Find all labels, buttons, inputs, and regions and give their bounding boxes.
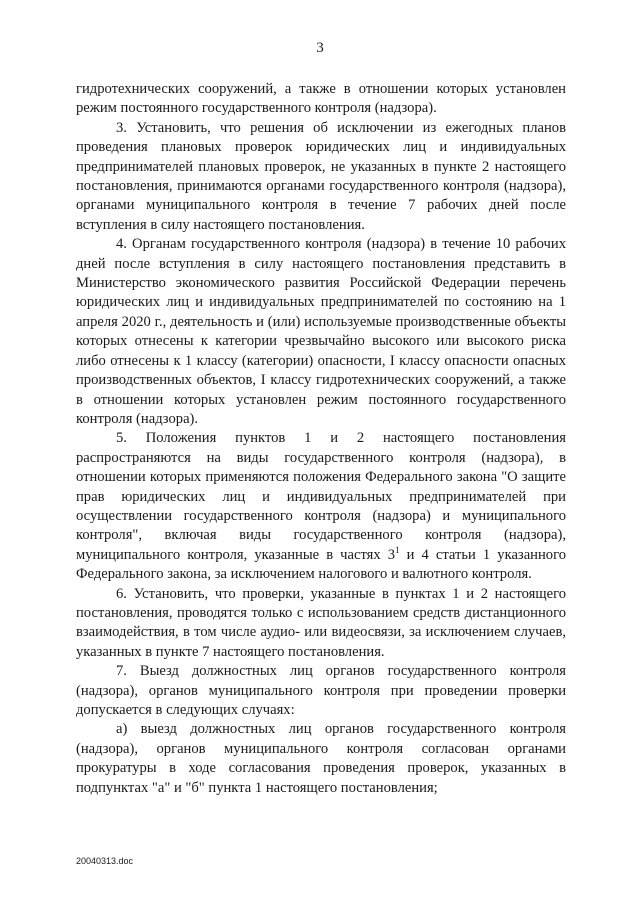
footer-filename: 20040313.doc bbox=[76, 856, 134, 866]
paragraph-item-5 bbox=[76, 429, 566, 584]
paragraph-item-6: 6. Установить, что проверки, указанные в пунктах 1 и 2 настоящего постановления, проводятся только с использованием средств дистанционного взаимодействия, в том числе аудио- или видеосвязи, за исключением случаев, указанных в пункте 7 настоящего постановления. bbox=[76, 585, 566, 660]
paragraph-continuation: гидротехнических сооружений, а также в отношении которых установлен режим постоянного государственного контроля (надзора). bbox=[76, 81, 566, 117]
paragraph-item-5-text-b: и 4 статьи 1 указанного Федерального закона, за исключением налогового и валютного контроля. bbox=[76, 546, 567, 583]
paragraph-item-7a: а) выезд должностных лиц органов государственного контроля (надзора), органов муниципального контроля согласован органами прокуратуры в ходе согласования проведения проверок, указанных в подпунктах "а" и "б" пункта 1 настоящего постановления; bbox=[76, 721, 566, 796]
paragraph-item-7: 7. Выезд должностных лиц органов государственного контроля (надзора), органов муниципального контроля при проведении проверки допускается в следующих случаях: bbox=[76, 663, 566, 718]
superscript: 1 bbox=[395, 544, 400, 555]
page-number: 3 bbox=[316, 40, 324, 56]
document-body bbox=[76, 80, 566, 798]
paragraph-item-3: 3. Установить, что решения об исключении из ежегодных планов проведения плановых проверок юридических лиц и индивидуальных предпринимателей плановых проверок, не указанных в пункте 2 настоящего постановления, принимаются органами государственного контроля (надзора), органами муниципального контроля в течение 7 рабочих дней после вступления в силу настоящего постановления. bbox=[76, 119, 566, 233]
paragraph-item-4: 4. Органам государственного контроля (надзора) в течение 10 рабочих дней после вступления в силу настоящего постановления представить в Министерство экономического развития Российской Федерации перечень юридических лиц и индивидуальных предпринимателей по состоянию на 1 апреля 2020 г., деятельность и (или) используемые производственные объекты которых отнесены к категории чрезвычайно высокого или высокого риска либо отнесены к 1 классу (категории) опасности, I классу опасности опасных производственных объектов, I классу гидротехнических сооружений, а также в отношении которых установлен режим постоянного государственного контроля (надзора). bbox=[76, 236, 566, 427]
paragraph-item-5-text-a: 5. Положения пунктов 1 и 2 настоящего постановления распространяются на виды государственного контроля (надзора), в отношении которых применяются положения Федерального закона "О защите прав юридических лиц и индивидуальных предпринимателей при осуществлении государственного контроля (надзора) и муниципального контроля", включая виды государственного контроля (надзора), муниципального контроля, указанные в частях 3 bbox=[76, 430, 566, 563]
